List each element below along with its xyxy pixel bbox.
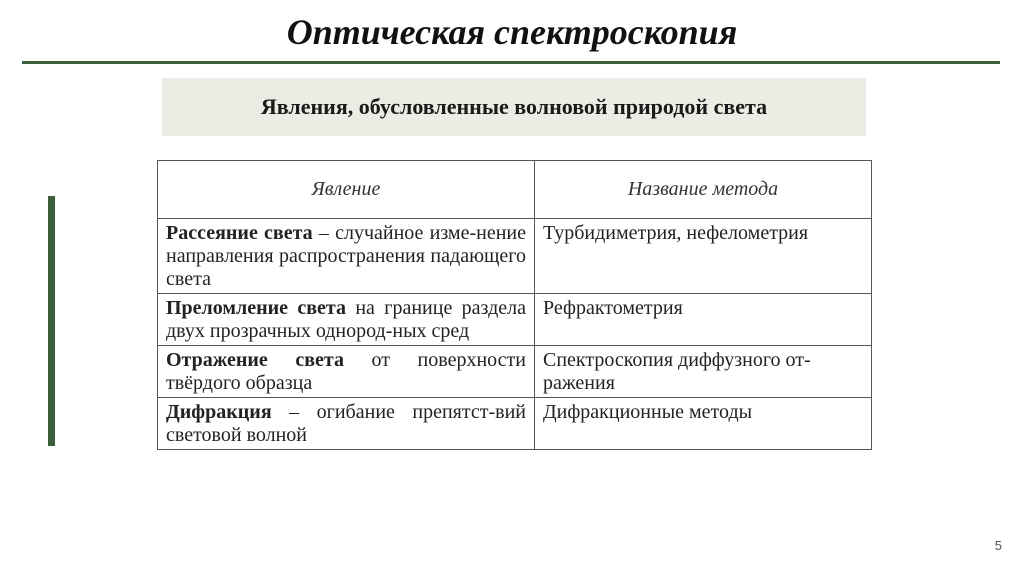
table-row	[158, 346, 872, 398]
phenomenon-cell	[158, 398, 535, 450]
phenomenon-description: от поверхности твёрдого образца	[166, 349, 526, 394]
table-row	[158, 219, 872, 294]
method-cell: Рефрактометрия	[535, 294, 872, 346]
method-cell: Спектроскопия диффузного от-ражения	[535, 346, 872, 398]
header-phenomenon: Явление	[158, 161, 535, 219]
table-row	[158, 398, 872, 450]
phenomenon-description: на границе раздела двух прозрачных однород-ных сред	[166, 297, 526, 342]
table-row	[158, 294, 872, 346]
subtitle-text: Явления, обусловленные волновой природой света	[260, 94, 768, 119]
slide-title: Оптическая спектроскопия	[286, 12, 738, 52]
phenomenon-description: – случайное изме-нение направления распространения падающего света	[166, 222, 526, 290]
phenomenon-cell	[158, 346, 535, 398]
phenomenon-cell	[158, 219, 535, 294]
phenomenon-cell	[158, 294, 535, 346]
header-method-name: Название метода	[535, 161, 872, 219]
phenomenon-term: Отражение света	[166, 349, 344, 371]
title-divider	[22, 61, 1000, 64]
phenomenon-description: – огибание препятст-вий световой волной	[166, 401, 526, 446]
method-cell: Турбидиметрия, нефелометрия	[535, 219, 872, 294]
page-number: 5	[994, 538, 1002, 553]
table-header-row	[158, 161, 872, 219]
subtitle-banner	[162, 78, 866, 136]
methods-table	[157, 160, 872, 450]
method-cell: Дифракционные методы	[535, 398, 872, 450]
phenomenon-term: Преломление света	[166, 297, 346, 319]
phenomenon-term: Дифракция	[166, 401, 272, 423]
phenomenon-term: Рассеяние света	[166, 222, 313, 244]
decorative-side-bar	[48, 196, 55, 446]
